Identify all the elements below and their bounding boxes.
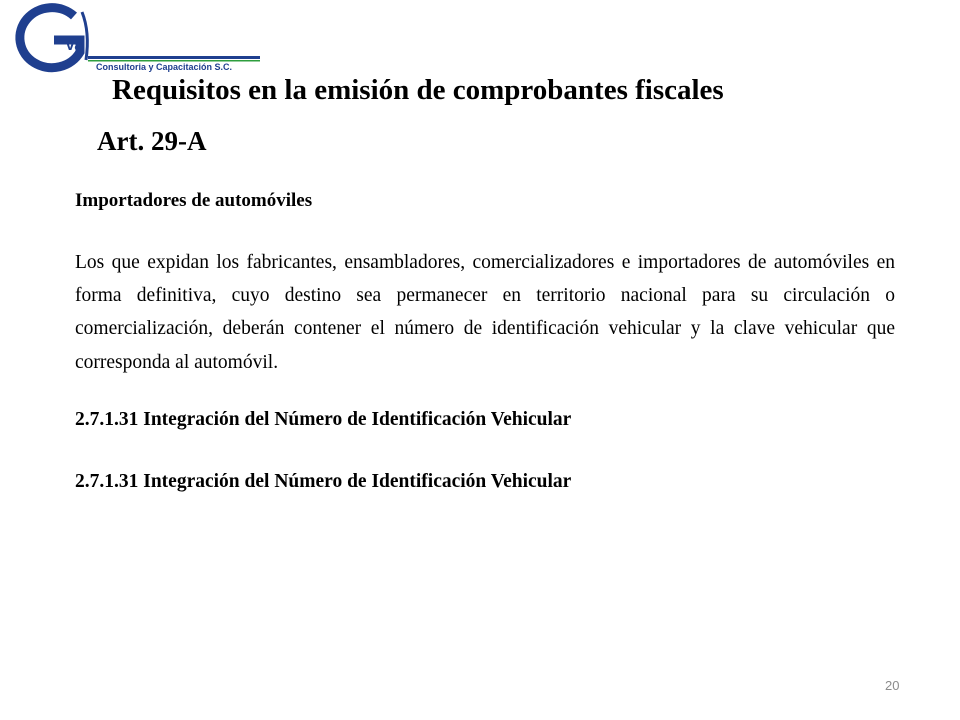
slide-body [75, 186, 895, 497]
logo-va-letters: va [66, 37, 83, 54]
rule-reference-1: 2.7.1.31 Integración del Número de Identificación Vehicular [75, 408, 572, 430]
section-heading: Importadores de automóviles [75, 190, 313, 211]
company-logo [4, 2, 264, 76]
slide-subtitle: Art. 29-A [97, 126, 207, 156]
slide-title: Requisitos en la emisión de comprobantes fiscales [112, 74, 724, 106]
rule-reference-2: 2.7.1.31 Integración del Número de Identificación Vehicular [75, 470, 572, 492]
page-number: 20 [885, 678, 900, 693]
logo-company-name: Consultoria y Capacitación S.C. [96, 62, 233, 72]
section-paragraph: Los que expidan los fabricantes, ensambladores, comercializadores e importadores de automóviles en forma definitiva, cuyo destino sea permanecer en territorio nacional para su circulación o comercialización, deberán contener el número de identificación vehicular y la clave vehicular que corresponda al automóvil. [75, 252, 895, 373]
